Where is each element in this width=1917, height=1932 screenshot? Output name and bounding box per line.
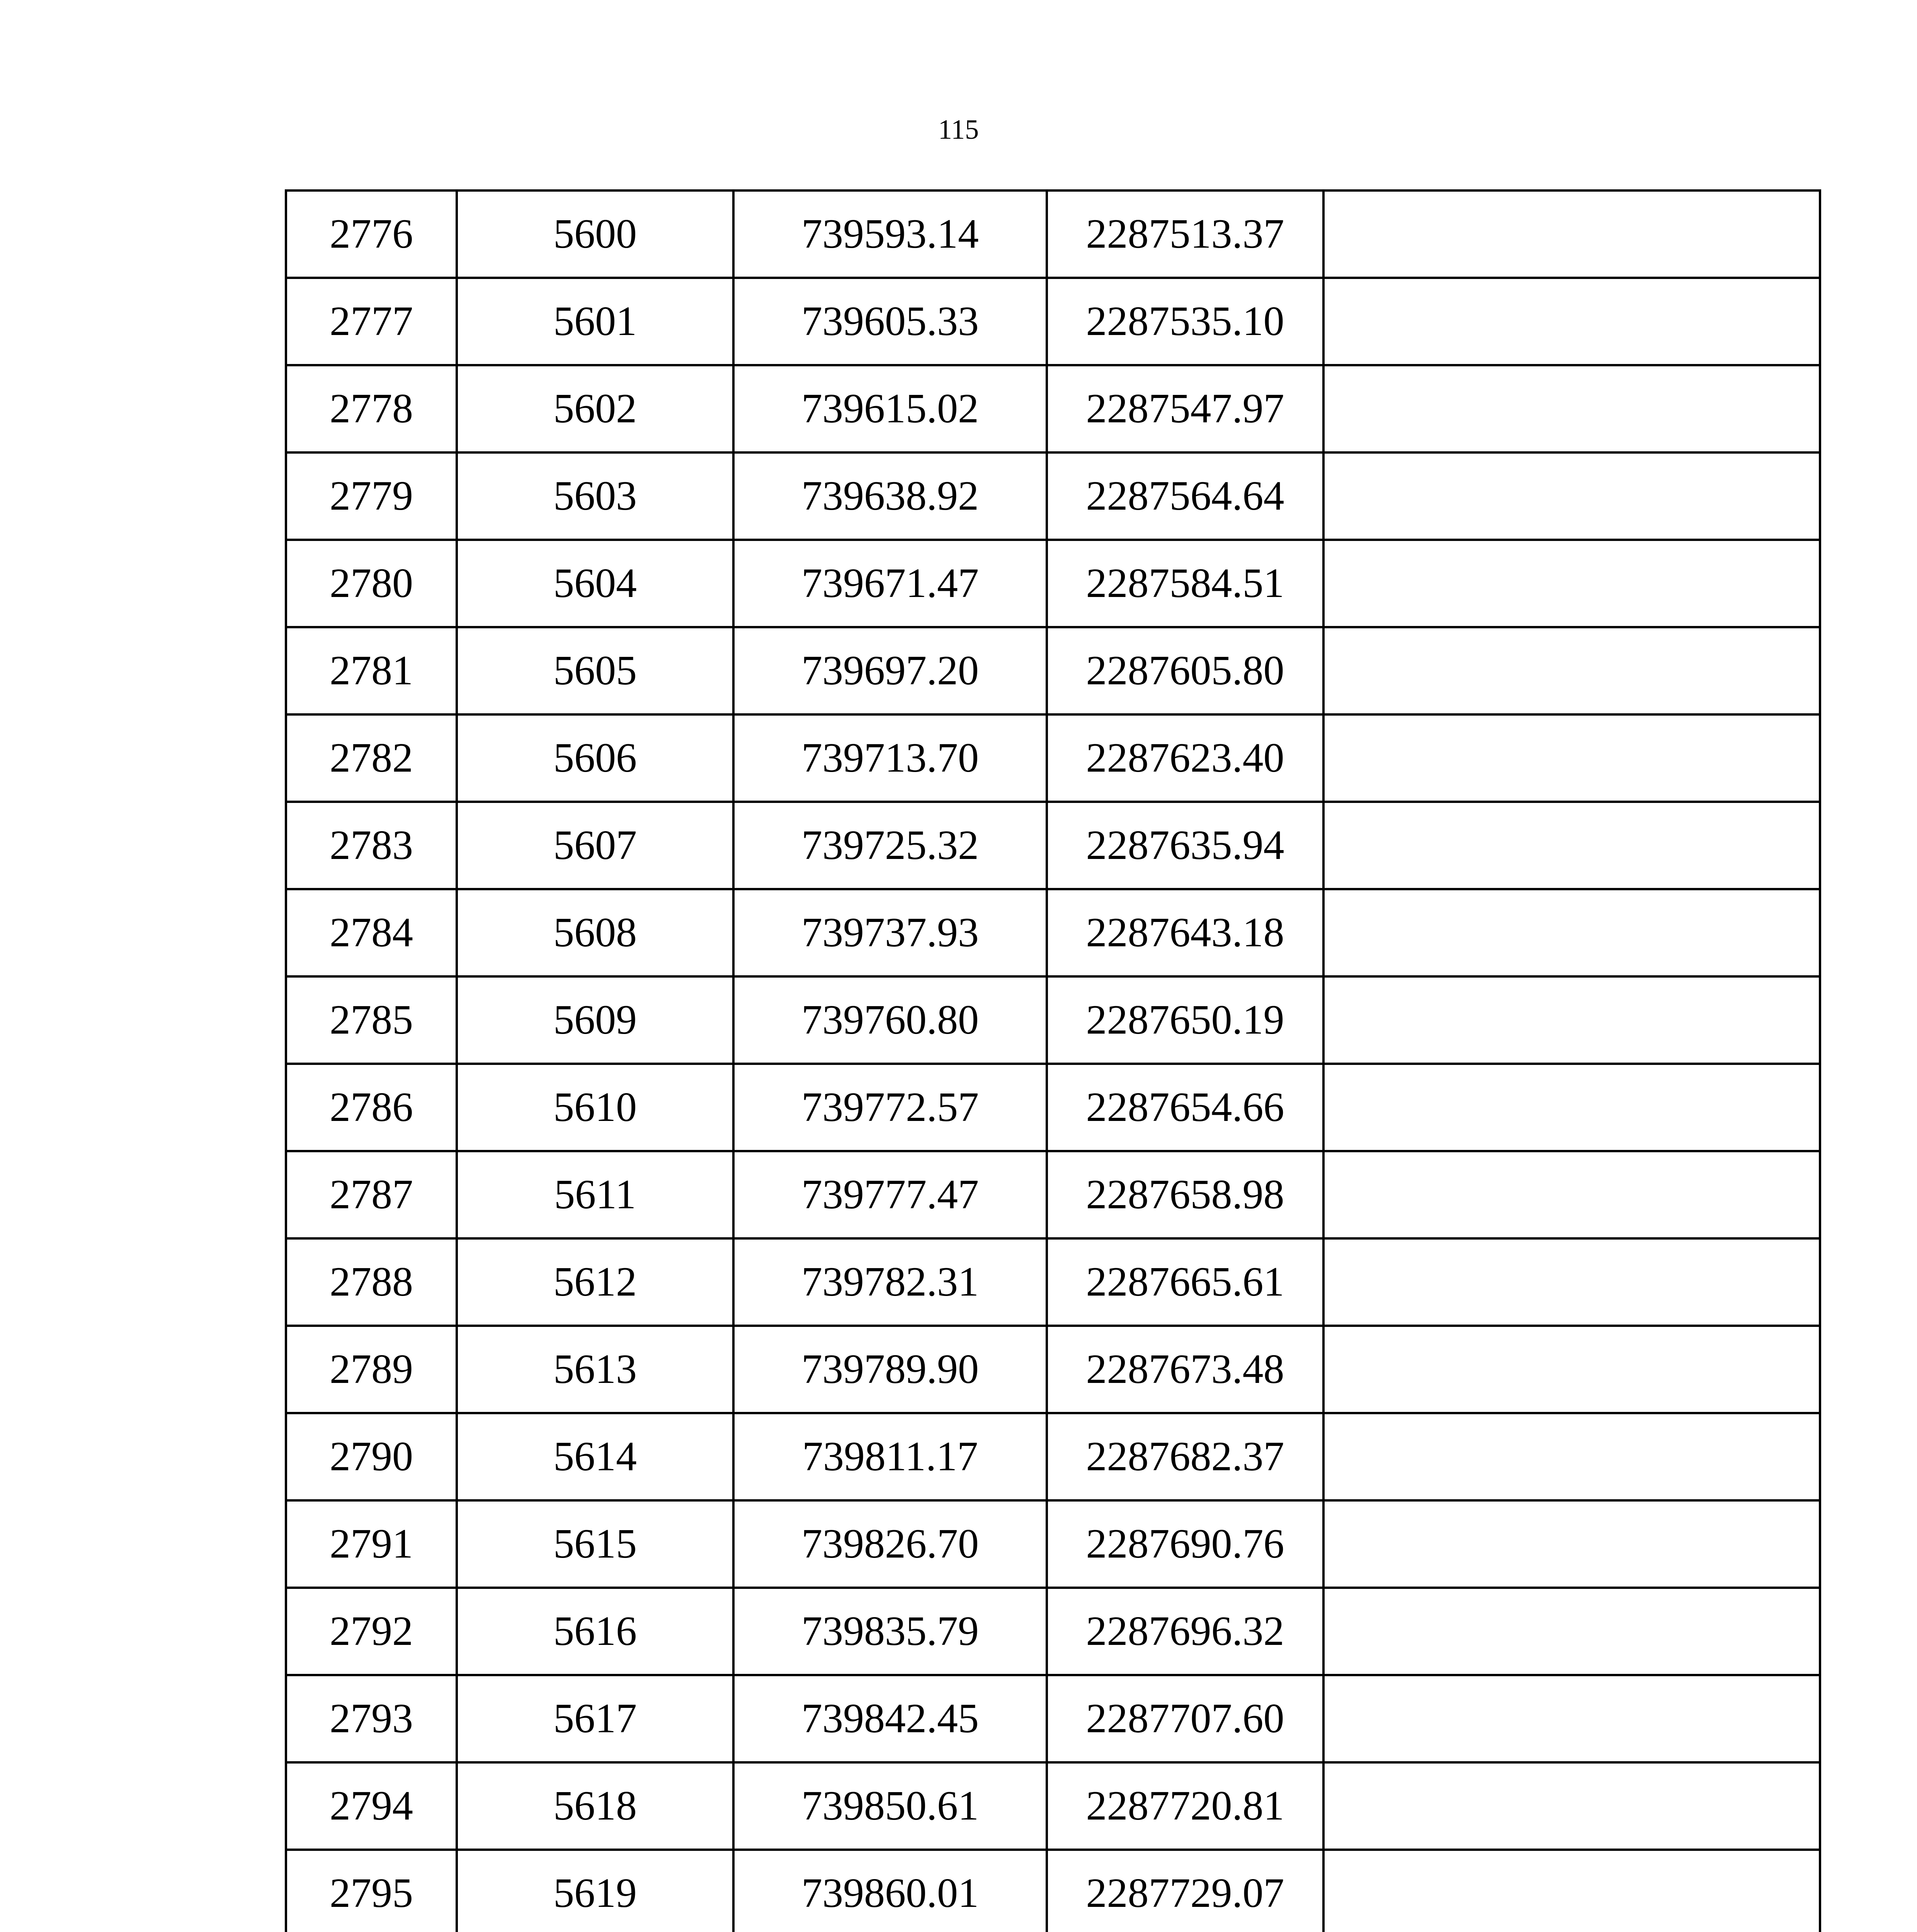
- y-coordinate-cell: 2287643.18: [1047, 889, 1323, 976]
- sequence-number-cell: 2791: [286, 1500, 457, 1588]
- remarks-cell: [1323, 1064, 1820, 1151]
- remarks-cell: [1323, 976, 1820, 1064]
- table-row: [286, 1064, 1820, 1151]
- y-coordinate-cell: 2287605.80: [1047, 627, 1323, 714]
- table-row: [286, 1762, 1820, 1850]
- y-coordinate-cell: 2287690.76: [1047, 1500, 1323, 1588]
- remarks-cell: [1323, 1326, 1820, 1413]
- x-coordinate-cell: 739713.70: [733, 714, 1047, 802]
- table-row: [286, 627, 1820, 714]
- sequence-number-cell: 2787: [286, 1151, 457, 1238]
- x-coordinate-cell: 739777.47: [733, 1151, 1047, 1238]
- sequence-number-cell: 2779: [286, 452, 457, 540]
- remarks-cell: [1323, 1151, 1820, 1238]
- point-id-cell: 5610: [457, 1064, 733, 1151]
- remarks-cell: [1323, 1238, 1820, 1326]
- table-row: [286, 1413, 1820, 1500]
- table-row: [286, 365, 1820, 452]
- point-id-cell: 5605: [457, 627, 733, 714]
- sequence-number-cell: 2790: [286, 1413, 457, 1500]
- point-id-cell: 5617: [457, 1675, 733, 1762]
- sequence-number-cell: 2781: [286, 627, 457, 714]
- table-row: [286, 540, 1820, 627]
- point-id-cell: 5604: [457, 540, 733, 627]
- y-coordinate-cell: 2287665.61: [1047, 1238, 1323, 1326]
- y-coordinate-cell: 2287564.64: [1047, 452, 1323, 540]
- point-id-cell: 5611: [457, 1151, 733, 1238]
- x-coordinate-cell: 739835.79: [733, 1588, 1047, 1675]
- point-id-cell: 5602: [457, 365, 733, 452]
- x-coordinate-cell: 739760.80: [733, 976, 1047, 1064]
- sequence-number-cell: 2786: [286, 1064, 457, 1151]
- table-row: [286, 889, 1820, 976]
- remarks-cell: [1323, 452, 1820, 540]
- sequence-number-cell: 2785: [286, 976, 457, 1064]
- table-row: [286, 1151, 1820, 1238]
- sequence-number-cell: 2794: [286, 1762, 457, 1850]
- x-coordinate-cell: 739725.32: [733, 802, 1047, 889]
- table-row: [286, 802, 1820, 889]
- y-coordinate-cell: 2287720.81: [1047, 1762, 1323, 1850]
- point-id-cell: 5618: [457, 1762, 733, 1850]
- remarks-cell: [1323, 889, 1820, 976]
- table-row: [286, 976, 1820, 1064]
- table-row: [286, 278, 1820, 365]
- y-coordinate-cell: 2287584.51: [1047, 540, 1323, 627]
- x-coordinate-cell: 739615.02: [733, 365, 1047, 452]
- y-coordinate-cell: 2287729.07: [1047, 1850, 1323, 1932]
- remarks-cell: [1323, 278, 1820, 365]
- y-coordinate-cell: 2287658.98: [1047, 1151, 1323, 1238]
- table-row: [286, 1675, 1820, 1762]
- remarks-cell: [1323, 1413, 1820, 1500]
- point-id-cell: 5607: [457, 802, 733, 889]
- sequence-number-cell: 2777: [286, 278, 457, 365]
- sequence-number-cell: 2789: [286, 1326, 457, 1413]
- point-id-cell: 5613: [457, 1326, 733, 1413]
- x-coordinate-cell: 739811.17: [733, 1413, 1047, 1500]
- point-id-cell: 5601: [457, 278, 733, 365]
- x-coordinate-cell: 739860.01: [733, 1850, 1047, 1932]
- point-id-cell: 5616: [457, 1588, 733, 1675]
- remarks-cell: [1323, 1588, 1820, 1675]
- y-coordinate-cell: 2287673.48: [1047, 1326, 1323, 1413]
- point-id-cell: 5612: [457, 1238, 733, 1326]
- x-coordinate-cell: 739697.20: [733, 627, 1047, 714]
- y-coordinate-cell: 2287535.10: [1047, 278, 1323, 365]
- sequence-number-cell: 2788: [286, 1238, 457, 1326]
- x-coordinate-cell: 739772.57: [733, 1064, 1047, 1151]
- sequence-number-cell: 2776: [286, 190, 457, 278]
- x-coordinate-cell: 739782.31: [733, 1238, 1047, 1326]
- y-coordinate-cell: 2287696.32: [1047, 1588, 1323, 1675]
- x-coordinate-cell: 739671.47: [733, 540, 1047, 627]
- coordinate-table-body: [286, 190, 1820, 1932]
- point-id-cell: 5609: [457, 976, 733, 1064]
- point-id-cell: 5600: [457, 190, 733, 278]
- y-coordinate-cell: 2287707.60: [1047, 1675, 1323, 1762]
- table-row: [286, 190, 1820, 278]
- remarks-cell: [1323, 1762, 1820, 1850]
- x-coordinate-cell: 739826.70: [733, 1500, 1047, 1588]
- remarks-cell: [1323, 1850, 1820, 1932]
- table-row: [286, 1850, 1820, 1932]
- point-id-cell: 5603: [457, 452, 733, 540]
- sequence-number-cell: 2795: [286, 1850, 457, 1932]
- y-coordinate-cell: 2287623.40: [1047, 714, 1323, 802]
- remarks-cell: [1323, 190, 1820, 278]
- sequence-number-cell: 2780: [286, 540, 457, 627]
- remarks-cell: [1323, 1500, 1820, 1588]
- remarks-cell: [1323, 714, 1820, 802]
- remarks-cell: [1323, 1675, 1820, 1762]
- x-coordinate-cell: 739737.93: [733, 889, 1047, 976]
- point-id-cell: 5614: [457, 1413, 733, 1500]
- table-row: [286, 1326, 1820, 1413]
- x-coordinate-cell: 739593.14: [733, 190, 1047, 278]
- x-coordinate-cell: 739850.61: [733, 1762, 1047, 1850]
- point-id-cell: 5606: [457, 714, 733, 802]
- table-row: [286, 1500, 1820, 1588]
- x-coordinate-cell: 739605.33: [733, 278, 1047, 365]
- remarks-cell: [1323, 365, 1820, 452]
- sequence-number-cell: 2784: [286, 889, 457, 976]
- page-number: 115: [938, 114, 979, 145]
- table-row: [286, 714, 1820, 802]
- sequence-number-cell: 2783: [286, 802, 457, 889]
- y-coordinate-cell: 2287654.66: [1047, 1064, 1323, 1151]
- table-row: [286, 452, 1820, 540]
- coordinate-table: [285, 189, 1821, 1932]
- x-coordinate-cell: 739842.45: [733, 1675, 1047, 1762]
- x-coordinate-cell: 739638.92: [733, 452, 1047, 540]
- y-coordinate-cell: 2287513.37: [1047, 190, 1323, 278]
- point-id-cell: 5608: [457, 889, 733, 976]
- table-row: [286, 1238, 1820, 1326]
- y-coordinate-cell: 2287682.37: [1047, 1413, 1323, 1500]
- y-coordinate-cell: 2287635.94: [1047, 802, 1323, 889]
- sequence-number-cell: 2782: [286, 714, 457, 802]
- y-coordinate-cell: 2287547.97: [1047, 365, 1323, 452]
- remarks-cell: [1323, 627, 1820, 714]
- y-coordinate-cell: 2287650.19: [1047, 976, 1323, 1064]
- sequence-number-cell: 2793: [286, 1675, 457, 1762]
- remarks-cell: [1323, 802, 1820, 889]
- remarks-cell: [1323, 540, 1820, 627]
- point-id-cell: 5619: [457, 1850, 733, 1932]
- sequence-number-cell: 2778: [286, 365, 457, 452]
- sequence-number-cell: 2792: [286, 1588, 457, 1675]
- table-row: [286, 1588, 1820, 1675]
- point-id-cell: 5615: [457, 1500, 733, 1588]
- x-coordinate-cell: 739789.90: [733, 1326, 1047, 1413]
